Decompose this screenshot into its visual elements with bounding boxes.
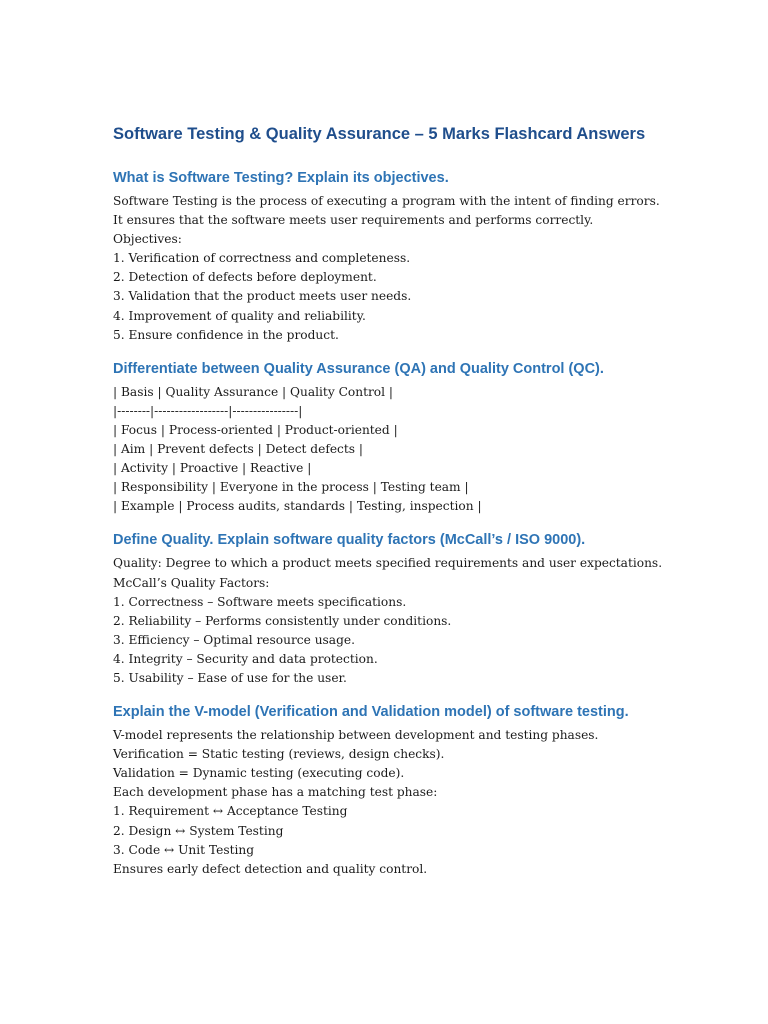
table-separator-row: |--------|------------------|----------------|	[113, 403, 303, 418]
table-header-row: | Basis | Quality Assurance | Quality Control |	[113, 384, 394, 399]
document-title: Software Testing & Quality Assurance – 5 Marks Flashcard Answers	[113, 125, 646, 143]
list-item: 5. Ensure confidence in the product.	[113, 327, 339, 342]
list-item: 4. Integrity – Security and data protection.	[113, 651, 378, 666]
table-row: | Responsibility | Everyone in the process | Testing team |	[113, 480, 469, 495]
list-item: 1. Requirement ↔ Acceptance Testing	[113, 804, 348, 819]
section-quality-factors	[113, 530, 753, 688]
section-heading: What is Software Testing? Explain its objectives.	[113, 170, 449, 186]
paragraph-line: Quality: Degree to which a product meets specified requirements and user expectations.	[113, 556, 663, 571]
paragraph-line: Software Testing is the process of executing a program with the intent of finding errors.	[113, 194, 660, 208]
section-body	[113, 554, 753, 688]
paragraph-line: Verification = Static testing (reviews, design checks).	[113, 747, 445, 762]
list-item: 2. Design ↔ System Testing	[113, 823, 284, 838]
table-row: | Example | Process audits, standards | Testing, inspection |	[113, 499, 482, 514]
list-item: 3. Code ↔ Unit Testing	[113, 842, 255, 857]
section-body	[113, 726, 753, 879]
table-row: | Aim | Prevent defects | Detect defects |	[113, 442, 364, 457]
section-heading: Explain the V-model (Verification and Validation model) of software testing.	[113, 704, 629, 721]
list-item: 3. Validation that the product meets user needs.	[113, 289, 412, 304]
section-body	[113, 192, 753, 345]
paragraph-line: Each development phase has a matching test phase:	[113, 785, 438, 800]
list-item: 1. Verification of correctness and completeness.	[113, 251, 411, 266]
paragraph-line: It ensures that the software meets user requirements and performs correctly.	[113, 213, 594, 228]
document-body	[113, 120, 753, 893]
section-v-model	[113, 702, 753, 879]
paragraph-line: Ensures early defect detection and quality control.	[113, 861, 428, 876]
paragraph-line: Objectives:	[113, 232, 182, 247]
paragraph-line: Validation = Dynamic testing (executing code).	[113, 766, 405, 781]
table-row: | Focus | Process-oriented | Product-oriented |	[113, 422, 398, 437]
section-heading: Differentiate between Quality Assurance (QA) and Quality Control (QC).	[113, 360, 604, 377]
list-item: 5. Usability – Ease of use for the user.	[113, 670, 347, 685]
list-item: 1. Correctness – Software meets specifications.	[113, 594, 407, 609]
list-item: 2. Detection of defects before deployment.	[113, 270, 377, 285]
list-item: 2. Reliability – Performs consistently under conditions.	[113, 613, 452, 628]
section-heading: Define Quality. Explain software quality factors (McCall’s / ISO 9000).	[113, 532, 586, 549]
paragraph-line: McCall’s Quality Factors:	[113, 575, 270, 590]
paragraph-line: V-model represents the relationship between development and testing phases.	[113, 728, 599, 743]
table-row: | Activity | Proactive | Reactive |	[113, 461, 312, 476]
section-software-testing	[113, 168, 753, 345]
section-body	[113, 383, 753, 517]
list-item: 4. Improvement of quality and reliability.	[113, 308, 366, 323]
list-item: 3. Efficiency – Optimal resource usage.	[113, 632, 355, 647]
section-qa-vs-qc	[113, 359, 753, 517]
